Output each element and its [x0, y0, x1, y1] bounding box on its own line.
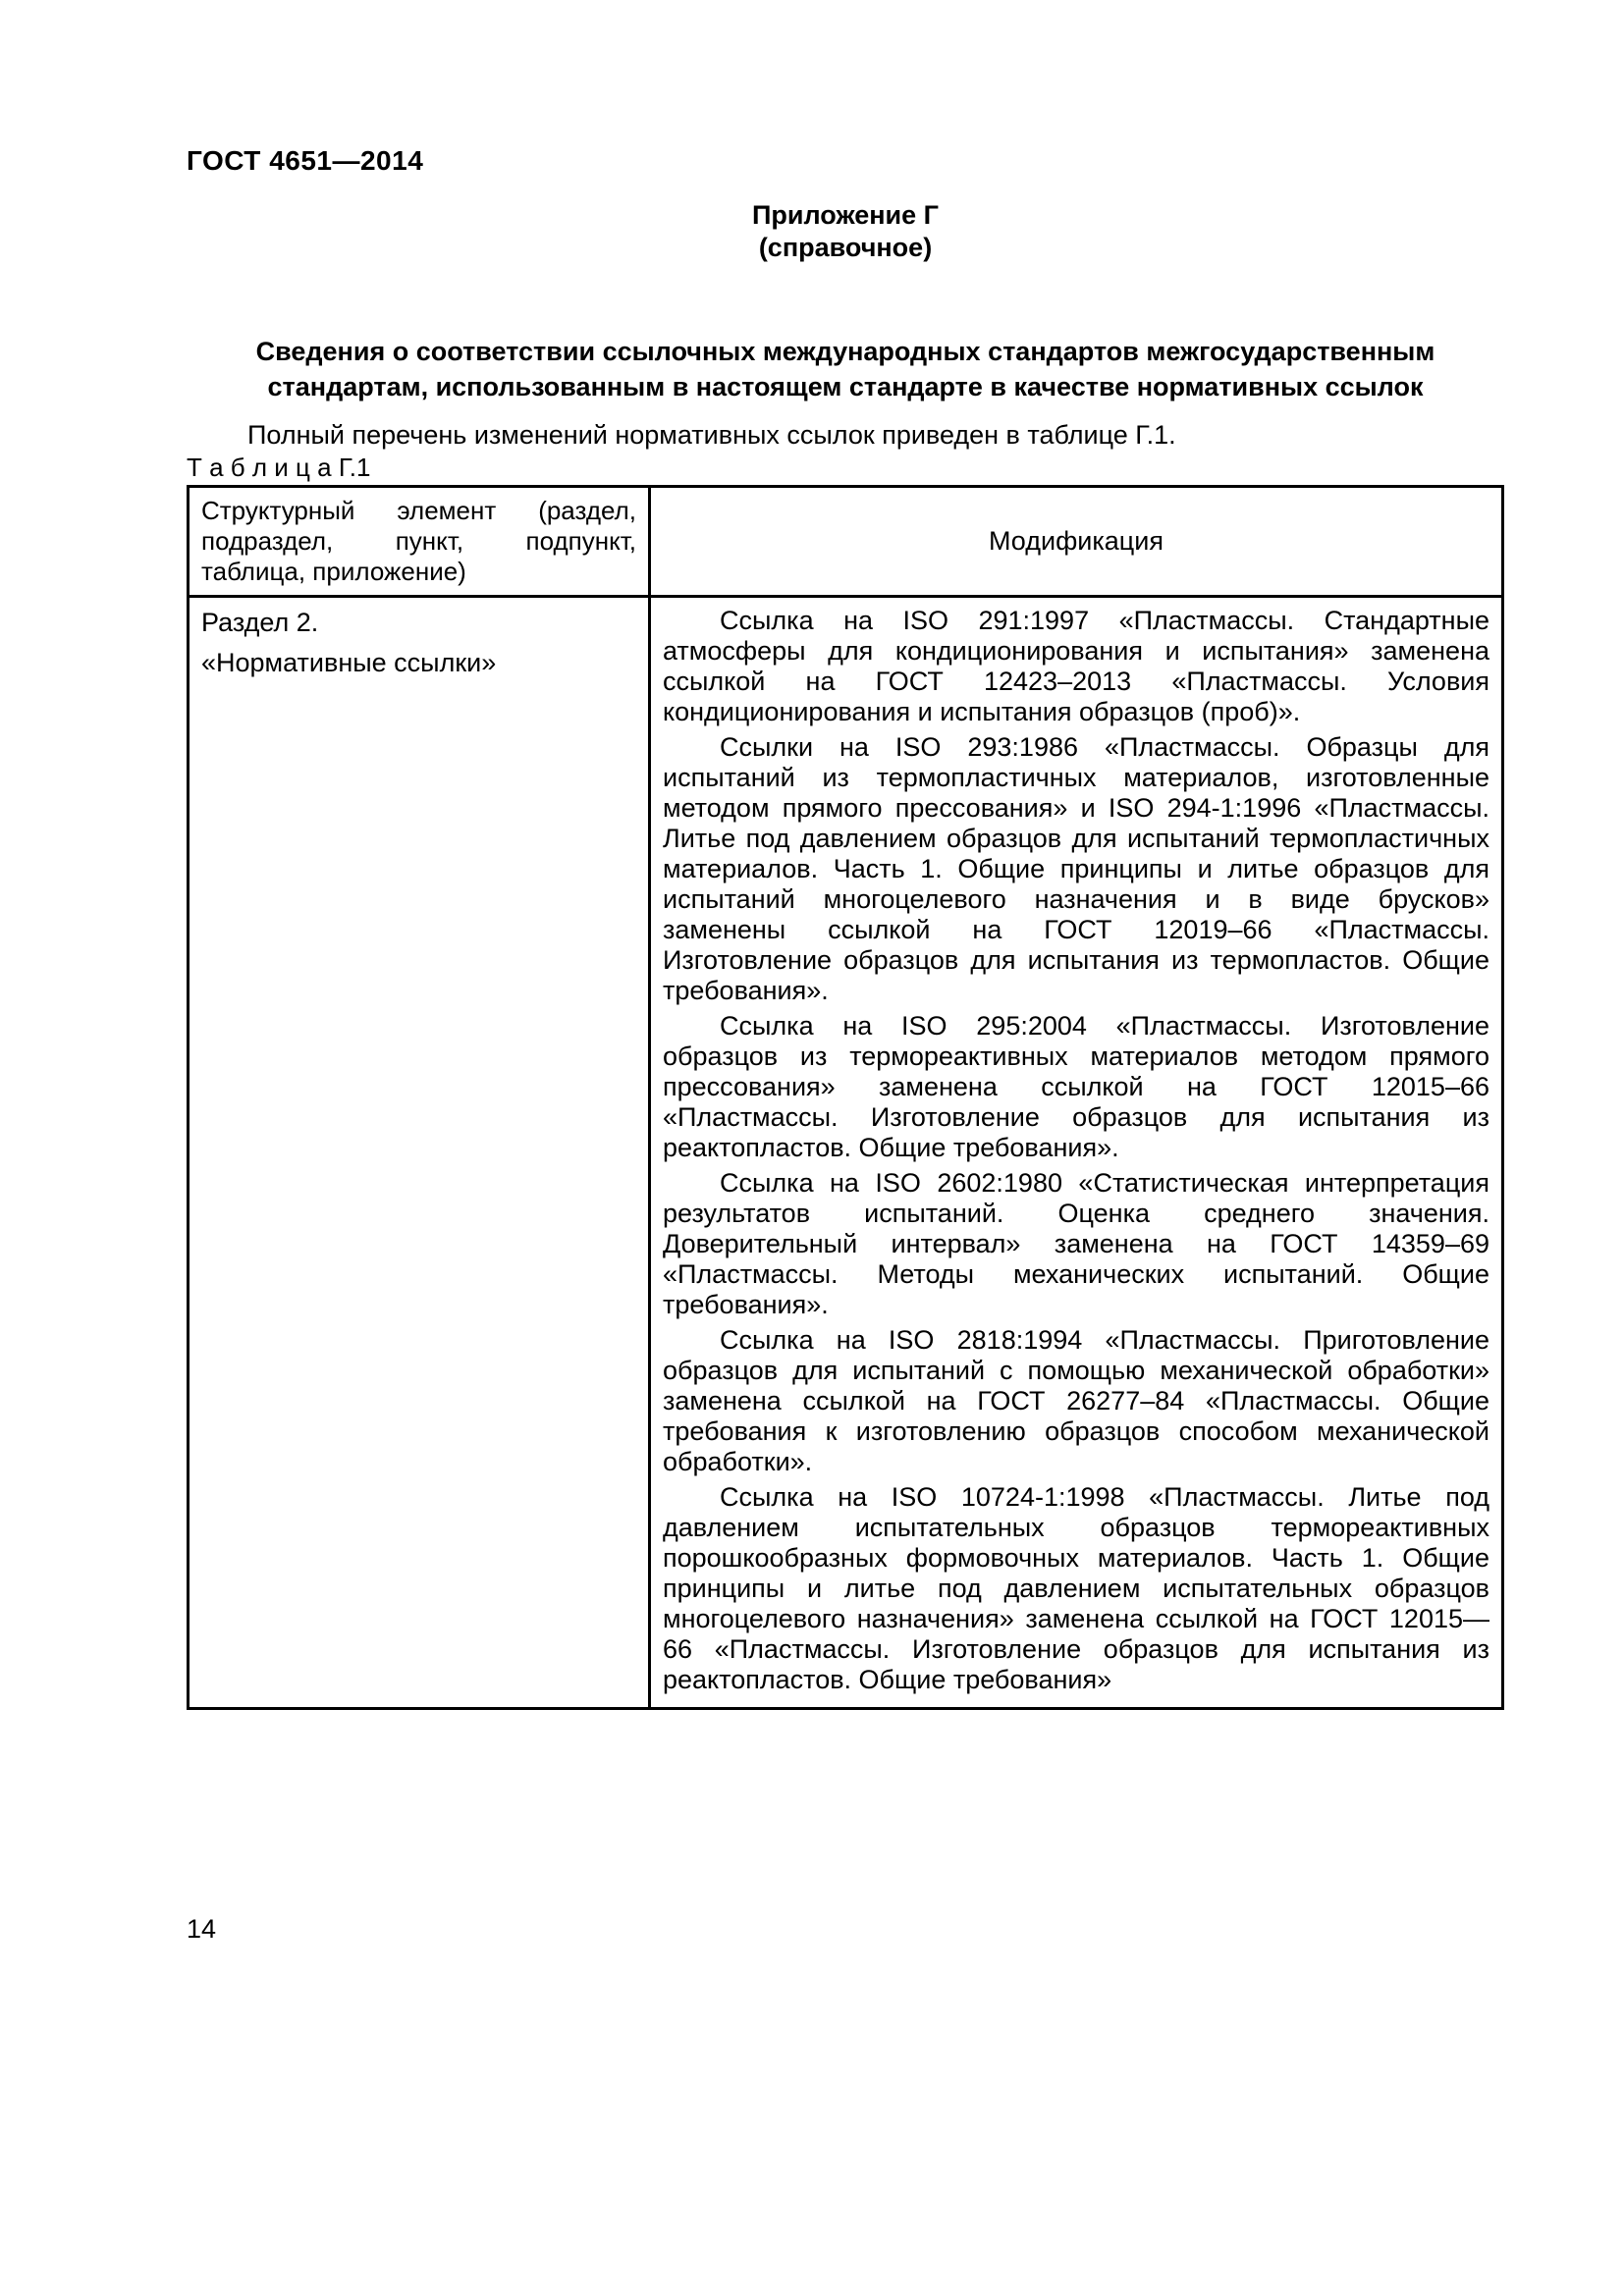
row-section-name: «Нормативные ссылки»	[201, 648, 497, 677]
appendix-kind: (справочное)	[758, 233, 933, 262]
intro-paragraph: Полный перечень изменений нормативных ссылок приведен в таблице Г.1.	[247, 420, 1176, 450]
section-title-line-1: Сведения о соответствии ссылочных международных стандартов межгосударственным	[255, 337, 1435, 366]
table-label: Т а б л и ц а Г.1	[187, 453, 371, 482]
modifications-table	[187, 485, 1504, 1710]
modification-paragraph-4: Ссылка на ISO 2602:1980 «Статистическая интерпретация результатов испытаний. Оценка среднего значения. Доверительный интервал» заменена на ГОСТ 14359–69 «Пластмассы. Методы механических испытаний. Общие требования».	[663, 1168, 1489, 1319]
modification-paragraph-6: Ссылка на ISO 10724-1:1998 «Пластмассы. Литье под давлением испытательных образцов термореактивных порошкообразных формовочных материалов. Часть 1. Общие принципы и литье под давлением испытательных образцов многоцелевого назначения» заменена ссылкой на ГОСТ 12015—66 «Пластмассы. Изготовление образцов для испытания из реактопластов. Общие требования»	[663, 1482, 1489, 1694]
column-header-structural-element: Структурный элемент (раздел, подраздел, пункт, подпункт, таблица, приложение)	[189, 487, 650, 597]
table-row	[189, 597, 1503, 1709]
section-title	[187, 334, 1504, 404]
document-page	[187, 0, 1504, 2296]
modification-paragraph-2: Ссылки на ISO 293:1986 «Пластмассы. Образцы для испытаний из термопластичных материалов, изготовленные методом прямого прессования» и ISO 294-1:1996 «Пластмассы. Литье под давлением образцов для испытаний термопластичных материалов. Часть 1. Общие принципы и литье образцов для испытаний многоцелевого назначения и в виде брусков» заменены ссылкой на ГОСТ 12019–66 «Пластмассы. Изготовление образцов для испытания из термопластов. Общие требования».	[663, 732, 1489, 1005]
appendix-label: Приложение Г	[752, 200, 939, 230]
page-number: 14	[187, 1914, 217, 1944]
section-title-line-2: стандартам, использованным в настоящем стандарте в качестве нормативных ссылок	[267, 372, 1424, 401]
modification-paragraph-5: Ссылка на ISO 2818:1994 «Пластмассы. Приготовление образцов для испытаний с помощью механической обработки» заменена ссылкой на ГОСТ 26277–84 «Пластмассы. Общие требования к изготовлению образцов способом механической обработки».	[663, 1325, 1489, 1476]
cell-structural-element	[189, 597, 650, 1709]
modification-paragraph-1: Ссылка на ISO 291:1997 «Пластмассы. Стандартные атмосферы для кондиционирования и испытания» заменена ссылкой на ГОСТ 12423–2013 «Пластмассы. Условия кондиционирования и испытания образцов (проб)».	[663, 606, 1489, 726]
row-section-label: Раздел 2.	[201, 608, 319, 637]
doc-number: ГОСТ 4651—2014	[187, 145, 424, 176]
modification-paragraph-3: Ссылка на ISO 295:2004 «Пластмассы. Изготовление образцов из термореактивных материалов методом прямого прессования» заменена ссылкой на ГОСТ 12015–66 «Пластмассы. Изготовление образцов для испытания из реактопластов. Общие требования».	[663, 1011, 1489, 1162]
table-header-row	[189, 487, 1503, 597]
column-header-modification: Модификация	[650, 487, 1503, 597]
cell-modification	[650, 597, 1503, 1709]
